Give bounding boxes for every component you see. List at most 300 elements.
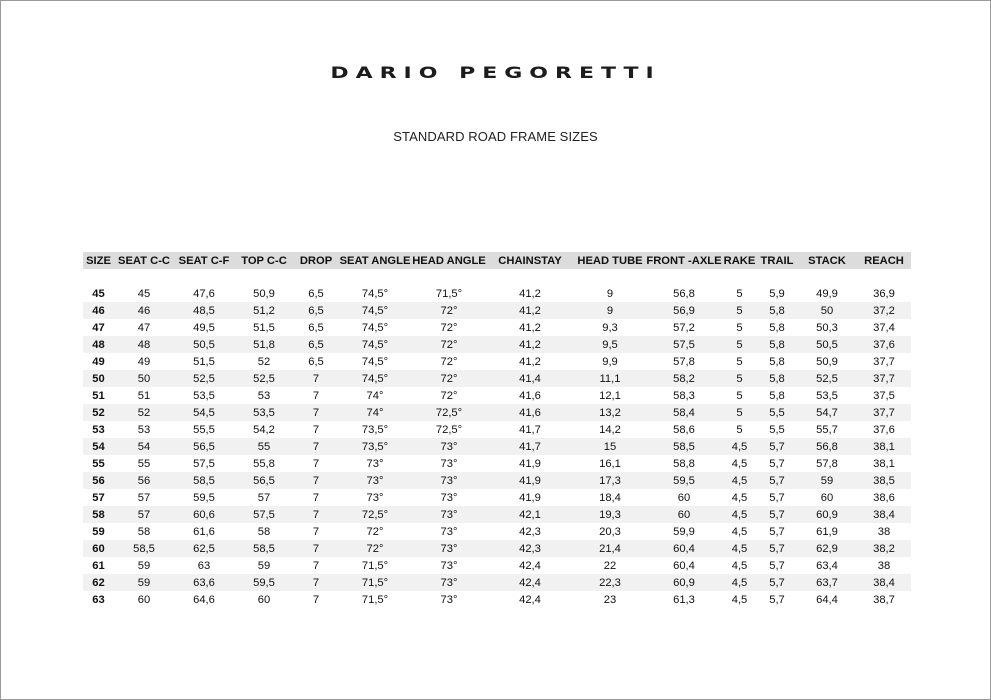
table-cell: 73,5° bbox=[338, 438, 412, 455]
spacer-cell bbox=[83, 269, 911, 285]
table-cell: 73,5° bbox=[338, 421, 412, 438]
table-cell: 57 bbox=[114, 506, 174, 523]
table-cell: 50,9 bbox=[797, 353, 857, 370]
table-cell: 38,4 bbox=[857, 574, 911, 591]
table-cell: 37,7 bbox=[857, 353, 911, 370]
table-spacer-row bbox=[83, 269, 911, 285]
table-cell: 6,5 bbox=[294, 353, 338, 370]
table-cell: 4,5 bbox=[722, 506, 757, 523]
table-cell: 57,5 bbox=[234, 506, 294, 523]
table-cell: 57 bbox=[234, 489, 294, 506]
table-cell: 41,6 bbox=[486, 387, 574, 404]
table-cell: 55 bbox=[83, 455, 114, 472]
table-cell: 51,8 bbox=[234, 336, 294, 353]
table-cell: 7 bbox=[294, 404, 338, 421]
table-cell: 50,5 bbox=[174, 336, 234, 353]
header-trail: TRAIL bbox=[757, 252, 797, 269]
table-cell: 5,8 bbox=[757, 319, 797, 336]
table-cell: 50 bbox=[797, 302, 857, 319]
table-cell: 74,5° bbox=[338, 336, 412, 353]
table-cell: 50,5 bbox=[797, 336, 857, 353]
header-head-angle: HEAD ANGLE bbox=[412, 252, 486, 269]
table-cell: 59,5 bbox=[234, 574, 294, 591]
table-cell: 5,8 bbox=[757, 387, 797, 404]
table-row bbox=[83, 404, 911, 421]
table-cell: 56 bbox=[114, 472, 174, 489]
table-cell: 74° bbox=[338, 404, 412, 421]
table-cell: 64,4 bbox=[797, 591, 857, 608]
table-cell: 60,4 bbox=[646, 540, 722, 557]
table-cell: 41,2 bbox=[486, 302, 574, 319]
frame-size-table bbox=[83, 252, 911, 608]
document-title: STANDARD ROAD FRAME SIZES bbox=[393, 129, 598, 144]
table-cell: 15 bbox=[574, 438, 646, 455]
table-cell: 42,4 bbox=[486, 591, 574, 608]
table-cell: 58,4 bbox=[646, 404, 722, 421]
table-cell: 60 bbox=[646, 489, 722, 506]
table-cell: 9 bbox=[574, 302, 646, 319]
table-row bbox=[83, 557, 911, 574]
table-cell: 42,4 bbox=[486, 557, 574, 574]
table-cell: 37,2 bbox=[857, 302, 911, 319]
table-cell: 55 bbox=[234, 438, 294, 455]
table-cell: 59 bbox=[797, 472, 857, 489]
table-cell: 41,2 bbox=[486, 336, 574, 353]
table-cell: 6,5 bbox=[294, 336, 338, 353]
table-cell: 48,5 bbox=[174, 302, 234, 319]
table-cell: 64,6 bbox=[174, 591, 234, 608]
table-cell: 7 bbox=[294, 523, 338, 540]
table-cell: 58,5 bbox=[174, 472, 234, 489]
table-cell: 58 bbox=[114, 523, 174, 540]
table-cell: 23 bbox=[574, 591, 646, 608]
table-cell: 5 bbox=[722, 387, 757, 404]
table-cell: 47,6 bbox=[174, 285, 234, 302]
table-cell: 38,5 bbox=[857, 472, 911, 489]
table-cell: 61,6 bbox=[174, 523, 234, 540]
table-cell: 63,4 bbox=[797, 557, 857, 574]
table-cell: 73° bbox=[338, 472, 412, 489]
table-row bbox=[83, 370, 911, 387]
table-cell: 60 bbox=[797, 489, 857, 506]
table-cell: 47 bbox=[114, 319, 174, 336]
table-cell: 50,3 bbox=[797, 319, 857, 336]
table-cell: 50 bbox=[83, 370, 114, 387]
table-cell: 5,7 bbox=[757, 472, 797, 489]
table-cell: 5 bbox=[722, 404, 757, 421]
table-cell: 72° bbox=[412, 353, 486, 370]
table-cell: 72° bbox=[412, 319, 486, 336]
table-cell: 60 bbox=[83, 540, 114, 557]
table-cell: 37,6 bbox=[857, 421, 911, 438]
table-cell: 4,5 bbox=[722, 472, 757, 489]
table-cell: 37,7 bbox=[857, 370, 911, 387]
table-cell: 49,9 bbox=[797, 285, 857, 302]
table-cell: 5,7 bbox=[757, 540, 797, 557]
table-cell: 37,5 bbox=[857, 387, 911, 404]
table-row bbox=[83, 523, 911, 540]
table-cell: 5 bbox=[722, 421, 757, 438]
table-cell: 58,5 bbox=[646, 438, 722, 455]
table-cell: 36,9 bbox=[857, 285, 911, 302]
table-cell: 60 bbox=[646, 506, 722, 523]
table-cell: 41,7 bbox=[486, 421, 574, 438]
table-cell: 71,5° bbox=[338, 591, 412, 608]
table-cell: 49 bbox=[83, 353, 114, 370]
table-cell: 56 bbox=[83, 472, 114, 489]
table-cell: 4,5 bbox=[722, 557, 757, 574]
table-cell: 47 bbox=[83, 319, 114, 336]
table-cell: 73° bbox=[412, 438, 486, 455]
table-cell: 60 bbox=[234, 591, 294, 608]
table-cell: 54 bbox=[114, 438, 174, 455]
table-cell: 56,5 bbox=[174, 438, 234, 455]
table-cell: 73° bbox=[412, 557, 486, 574]
table-cell: 4,5 bbox=[722, 574, 757, 591]
table-cell: 73° bbox=[338, 489, 412, 506]
table-cell: 53,5 bbox=[174, 387, 234, 404]
table-cell: 4,5 bbox=[722, 489, 757, 506]
table-cell: 5 bbox=[722, 285, 757, 302]
table-cell: 72° bbox=[338, 540, 412, 557]
table-cell: 74,5° bbox=[338, 370, 412, 387]
table-cell: 49,5 bbox=[174, 319, 234, 336]
table-row bbox=[83, 574, 911, 591]
table-cell: 7 bbox=[294, 574, 338, 591]
table-cell: 51 bbox=[114, 387, 174, 404]
table-cell: 5 bbox=[722, 336, 757, 353]
table-cell: 59 bbox=[114, 574, 174, 591]
table-cell: 63,6 bbox=[174, 574, 234, 591]
table-cell: 48 bbox=[83, 336, 114, 353]
table-cell: 46 bbox=[83, 302, 114, 319]
header-chainstay: CHAINSTAY bbox=[486, 252, 574, 269]
header-stack: STACK bbox=[797, 252, 857, 269]
table-cell: 5,8 bbox=[757, 353, 797, 370]
table-cell: 6,5 bbox=[294, 285, 338, 302]
table-cell: 6,5 bbox=[294, 319, 338, 336]
table-cell: 7 bbox=[294, 438, 338, 455]
table-cell: 5,5 bbox=[757, 421, 797, 438]
table-cell: 54,7 bbox=[797, 404, 857, 421]
table-row bbox=[83, 455, 911, 472]
table-cell: 5,7 bbox=[757, 574, 797, 591]
table-cell: 52 bbox=[234, 353, 294, 370]
table-cell: 55 bbox=[114, 455, 174, 472]
table-cell: 72° bbox=[412, 302, 486, 319]
table-cell: 74,5° bbox=[338, 353, 412, 370]
header-seat-c-f: SEAT C-F bbox=[174, 252, 234, 269]
table-cell: 71,5° bbox=[412, 285, 486, 302]
table-cell: 73° bbox=[412, 523, 486, 540]
table-cell: 53 bbox=[83, 421, 114, 438]
header-drop: DROP bbox=[294, 252, 338, 269]
table-cell: 5,7 bbox=[757, 489, 797, 506]
table-cell: 42,4 bbox=[486, 574, 574, 591]
header-seat-angle: SEAT ANGLE bbox=[338, 252, 412, 269]
table-cell: 51 bbox=[83, 387, 114, 404]
table-row bbox=[83, 387, 911, 404]
header-seat-c-c: SEAT C-C bbox=[114, 252, 174, 269]
table-cell: 55,7 bbox=[797, 421, 857, 438]
table-cell: 52 bbox=[114, 404, 174, 421]
table-cell: 37,6 bbox=[857, 336, 911, 353]
table-cell: 4,5 bbox=[722, 455, 757, 472]
table-cell: 56,8 bbox=[797, 438, 857, 455]
table-cell: 5,8 bbox=[757, 336, 797, 353]
table-cell: 38,2 bbox=[857, 540, 911, 557]
table-cell: 59,9 bbox=[646, 523, 722, 540]
table-cell: 45 bbox=[83, 285, 114, 302]
table-cell: 53 bbox=[234, 387, 294, 404]
table-cell: 5,9 bbox=[757, 285, 797, 302]
table-cell: 58,5 bbox=[234, 540, 294, 557]
table-cell: 60,6 bbox=[174, 506, 234, 523]
table-cell: 38,6 bbox=[857, 489, 911, 506]
table-cell: 53,5 bbox=[797, 387, 857, 404]
table-cell: 72° bbox=[412, 387, 486, 404]
table-cell: 59 bbox=[83, 523, 114, 540]
table-cell: 50 bbox=[114, 370, 174, 387]
table-cell: 37,7 bbox=[857, 404, 911, 421]
table-row bbox=[83, 591, 911, 608]
table-cell: 63 bbox=[83, 591, 114, 608]
table-row bbox=[83, 285, 911, 302]
table-cell: 38 bbox=[857, 523, 911, 540]
table-body bbox=[83, 269, 911, 608]
table-cell: 52 bbox=[83, 404, 114, 421]
table-cell: 72° bbox=[338, 523, 412, 540]
table-cell: 42,1 bbox=[486, 506, 574, 523]
table-cell: 58 bbox=[234, 523, 294, 540]
table-cell: 51,5 bbox=[174, 353, 234, 370]
table-cell: 42,3 bbox=[486, 523, 574, 540]
table-cell: 71,5° bbox=[338, 557, 412, 574]
table-cell: 42,3 bbox=[486, 540, 574, 557]
table-cell: 7 bbox=[294, 387, 338, 404]
table-cell: 62 bbox=[83, 574, 114, 591]
table-cell: 45 bbox=[114, 285, 174, 302]
table-cell: 60,4 bbox=[646, 557, 722, 574]
table-cell: 74,5° bbox=[338, 285, 412, 302]
table-cell: 59,5 bbox=[174, 489, 234, 506]
table-cell: 57,8 bbox=[797, 455, 857, 472]
table-row bbox=[83, 353, 911, 370]
table-cell: 38,7 bbox=[857, 591, 911, 608]
header-rake: RAKE bbox=[722, 252, 757, 269]
table-cell: 5,8 bbox=[757, 370, 797, 387]
table-cell: 5,7 bbox=[757, 455, 797, 472]
table-cell: 9 bbox=[574, 285, 646, 302]
table-cell: 51,2 bbox=[234, 302, 294, 319]
table-cell: 57,2 bbox=[646, 319, 722, 336]
table-cell: 55,8 bbox=[234, 455, 294, 472]
table-cell: 55,5 bbox=[174, 421, 234, 438]
table-cell: 9,3 bbox=[574, 319, 646, 336]
table-cell: 11,1 bbox=[574, 370, 646, 387]
table-cell: 73° bbox=[412, 506, 486, 523]
table-cell: 58 bbox=[83, 506, 114, 523]
table-cell: 72,5° bbox=[338, 506, 412, 523]
header-reach: REACH bbox=[857, 252, 911, 269]
table-row bbox=[83, 506, 911, 523]
table-cell: 7 bbox=[294, 455, 338, 472]
table-cell: 56,9 bbox=[646, 302, 722, 319]
table-cell: 73° bbox=[412, 489, 486, 506]
table-cell: 73° bbox=[412, 455, 486, 472]
table-cell: 41,7 bbox=[486, 438, 574, 455]
header-head-tube: HEAD TUBE bbox=[574, 252, 646, 269]
table-cell: 7 bbox=[294, 489, 338, 506]
table-cell: 52,5 bbox=[234, 370, 294, 387]
table-cell: 73° bbox=[412, 591, 486, 608]
table-cell: 7 bbox=[294, 540, 338, 557]
table-row bbox=[83, 421, 911, 438]
table-cell: 18,4 bbox=[574, 489, 646, 506]
table-cell: 4,5 bbox=[722, 438, 757, 455]
table-cell: 63,7 bbox=[797, 574, 857, 591]
table-cell: 14,2 bbox=[574, 421, 646, 438]
table-cell: 5 bbox=[722, 319, 757, 336]
table-cell: 17,3 bbox=[574, 472, 646, 489]
table-cell: 52,5 bbox=[174, 370, 234, 387]
brand-logo: DARIO PEGORETTI bbox=[330, 64, 661, 83]
table-cell: 73° bbox=[412, 540, 486, 557]
table-cell: 12,1 bbox=[574, 387, 646, 404]
table-cell: 56,8 bbox=[646, 285, 722, 302]
table-cell: 6,5 bbox=[294, 302, 338, 319]
table-cell: 61,9 bbox=[797, 523, 857, 540]
table-cell: 38,1 bbox=[857, 455, 911, 472]
table-cell: 5,5 bbox=[757, 404, 797, 421]
table-cell: 50,9 bbox=[234, 285, 294, 302]
table-cell: 53 bbox=[114, 421, 174, 438]
table-row bbox=[83, 319, 911, 336]
table-cell: 7 bbox=[294, 421, 338, 438]
table-row bbox=[83, 336, 911, 353]
table-cell: 61,3 bbox=[646, 591, 722, 608]
table-cell: 5,7 bbox=[757, 438, 797, 455]
table-cell: 58,8 bbox=[646, 455, 722, 472]
table-cell: 58,3 bbox=[646, 387, 722, 404]
table-cell: 9,5 bbox=[574, 336, 646, 353]
table-cell: 41,2 bbox=[486, 319, 574, 336]
header-size: SIZE bbox=[83, 252, 114, 269]
table-cell: 46 bbox=[114, 302, 174, 319]
table-cell: 7 bbox=[294, 591, 338, 608]
table-cell: 54 bbox=[83, 438, 114, 455]
table-cell: 52,5 bbox=[797, 370, 857, 387]
table-cell: 57 bbox=[83, 489, 114, 506]
table-cell: 63 bbox=[174, 557, 234, 574]
table-cell: 16,1 bbox=[574, 455, 646, 472]
table-cell: 37,4 bbox=[857, 319, 911, 336]
table-cell: 41,6 bbox=[486, 404, 574, 421]
table-cell: 38,1 bbox=[857, 438, 911, 455]
table-cell: 58,6 bbox=[646, 421, 722, 438]
table-cell: 57,8 bbox=[646, 353, 722, 370]
table-cell: 48 bbox=[114, 336, 174, 353]
table-cell: 5,7 bbox=[757, 591, 797, 608]
table-cell: 73° bbox=[412, 472, 486, 489]
table-cell: 41,2 bbox=[486, 353, 574, 370]
table-header-row bbox=[83, 252, 911, 269]
table-cell: 4,5 bbox=[722, 523, 757, 540]
table-cell: 54,5 bbox=[174, 404, 234, 421]
table-row bbox=[83, 302, 911, 319]
table-cell: 5,8 bbox=[757, 302, 797, 319]
table-cell: 5,7 bbox=[757, 523, 797, 540]
table-cell: 38 bbox=[857, 557, 911, 574]
table-row bbox=[83, 472, 911, 489]
table-cell: 74° bbox=[338, 387, 412, 404]
table-cell: 20,3 bbox=[574, 523, 646, 540]
table-cell: 9,9 bbox=[574, 353, 646, 370]
table-cell: 41,4 bbox=[486, 370, 574, 387]
table-cell: 53,5 bbox=[234, 404, 294, 421]
table-cell: 54,2 bbox=[234, 421, 294, 438]
table-cell: 72° bbox=[412, 370, 486, 387]
table-cell: 41,9 bbox=[486, 472, 574, 489]
header-front-axle: FRONT -AXLE bbox=[646, 252, 722, 269]
table-cell: 57 bbox=[114, 489, 174, 506]
table-cell: 41,9 bbox=[486, 455, 574, 472]
table-cell: 72,5° bbox=[412, 421, 486, 438]
table-cell: 5 bbox=[722, 302, 757, 319]
table-cell: 4,5 bbox=[722, 591, 757, 608]
table-cell: 60,9 bbox=[797, 506, 857, 523]
table-cell: 58,5 bbox=[114, 540, 174, 557]
table-row bbox=[83, 489, 911, 506]
table-cell: 5 bbox=[722, 353, 757, 370]
table-cell: 41,2 bbox=[486, 285, 574, 302]
table-row bbox=[83, 438, 911, 455]
table-cell: 72,5° bbox=[412, 404, 486, 421]
table-cell: 7 bbox=[294, 472, 338, 489]
table-cell: 19,3 bbox=[574, 506, 646, 523]
table-cell: 22 bbox=[574, 557, 646, 574]
table-cell: 5,7 bbox=[757, 506, 797, 523]
table-cell: 5,7 bbox=[757, 557, 797, 574]
table-cell: 41,9 bbox=[486, 489, 574, 506]
table-cell: 21,4 bbox=[574, 540, 646, 557]
table-cell: 56,5 bbox=[234, 472, 294, 489]
table-cell: 60 bbox=[114, 591, 174, 608]
table-cell: 62,5 bbox=[174, 540, 234, 557]
table-cell: 7 bbox=[294, 370, 338, 387]
table-cell: 74,5° bbox=[338, 319, 412, 336]
table-cell: 73° bbox=[338, 455, 412, 472]
table-cell: 51,5 bbox=[234, 319, 294, 336]
table-cell: 71,5° bbox=[338, 574, 412, 591]
table-cell: 62,9 bbox=[797, 540, 857, 557]
table-cell: 4,5 bbox=[722, 540, 757, 557]
table-cell: 22,3 bbox=[574, 574, 646, 591]
table-cell: 60,9 bbox=[646, 574, 722, 591]
table-cell: 5 bbox=[722, 370, 757, 387]
table-cell: 61 bbox=[83, 557, 114, 574]
table-cell: 57,5 bbox=[646, 336, 722, 353]
table-cell: 58,2 bbox=[646, 370, 722, 387]
table-cell: 13,2 bbox=[574, 404, 646, 421]
table-cell: 7 bbox=[294, 557, 338, 574]
table-cell: 74,5° bbox=[338, 302, 412, 319]
table-cell: 57,5 bbox=[174, 455, 234, 472]
table-cell: 49 bbox=[114, 353, 174, 370]
table-cell: 73° bbox=[412, 574, 486, 591]
table-cell: 59 bbox=[234, 557, 294, 574]
table-cell: 59 bbox=[114, 557, 174, 574]
